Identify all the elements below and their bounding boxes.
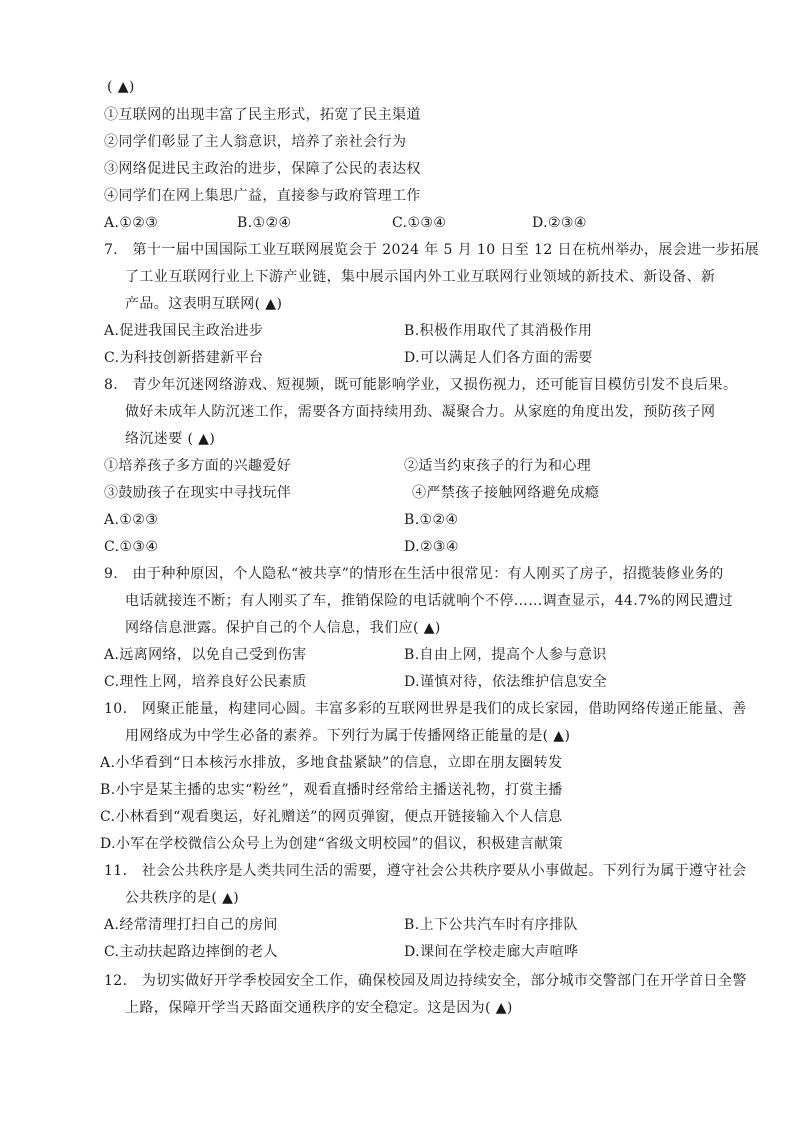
q8-option-d: D.②③④	[404, 539, 459, 555]
q6-stem-tail: ( ▲)	[107, 79, 135, 95]
q9-line-3: 网络信息泄露。保护自己的个人信息，我们应( ▲)	[125, 620, 441, 636]
q11-line-2: 公共秩序的是( ▲)	[125, 890, 240, 906]
q11-line-1: 11. 社会公共秩序是人类共同生活的需要，遵守社会公共秩序要从小事做起。下列行为属于遵守社会	[104, 863, 747, 879]
q11-option-a: A.经常清理打扫自己的房间	[104, 917, 278, 933]
q12-line-2: 上路，保障开学当天路面交通秩序的安全稳定。这是因为( ▲)	[125, 1000, 513, 1016]
q9-option-d: D.谨慎对待，依法维护信息安全	[404, 674, 608, 690]
q8-item-3: ③鼓励孩子在现实中寻找玩伴	[104, 485, 292, 501]
q8-option-b: B.①②④	[404, 512, 459, 528]
q10-option-d: D.小军在学校微信公众号上为创建“省级文明校园”的倡议，积极建言献策	[100, 836, 564, 852]
q10-option-c: C.小林看到“观看奥运，好礼赠送”的网页弹窗，便点开链接输入个人信息	[100, 809, 563, 825]
q6-item-2: ②同学们彰显了主人翁意识，培养了亲社会行为	[104, 134, 407, 150]
q11-option-c: C.主动扶起路边摔倒的老人	[104, 944, 278, 960]
q6-option-b: B.①②④	[237, 215, 292, 231]
q7-option-d: D.可以满足人们各方面的需要	[404, 350, 593, 366]
q11-option-b: B.上下公共汽车时有序排队	[404, 917, 578, 933]
q7-option-a: A.促进我国民主政治进步	[104, 323, 264, 339]
q9-option-c: C.理性上网，培养良好公民素质	[104, 674, 307, 690]
q9-option-b: B.自由上网，提高个人参与意识	[404, 647, 607, 663]
q6-option-d: D.②③④	[532, 215, 587, 231]
q7-option-b: B.积极作用取代了其消极作用	[404, 323, 593, 339]
q8-line-2: 做好未成年人防沉迷工作，需要各方面持续用劲、凝聚合力。从家庭的角度出发，预防孩子网	[125, 404, 716, 420]
q8-line-1: 8. 青少年沉迷网络游戏、短视频，既可能影响学业，又损伤视力，还可能盲目模仿引发不良后果。	[104, 377, 738, 393]
q8-option-a: A.①②③	[104, 512, 159, 528]
q7-line-2: 了工业互联网行业上下游产业链，集中展示国内外工业互联网行业领域的新技术、新设备、新	[125, 269, 716, 285]
q8-line-3: 络沉迷要 ( ▲)	[125, 431, 216, 447]
q8-option-c: C.①③④	[104, 539, 159, 555]
q10-option-b: B.小宇是某主播的忠实“粉丝”，观看直播时经常给主播送礼物，打赏主播	[100, 782, 563, 798]
q11-option-d: D.课间在学校走廊大声喧哗	[404, 944, 579, 960]
q8-item-4: ④严禁孩子接触网络避免成瘾	[412, 485, 600, 501]
q7-line-1: 7. 第十一届中国国际工业互联网展览会于 2024 年 5 月 10 日至 12 日在杭州举办，展会进一步拓展	[104, 242, 760, 258]
q8-item-2: ②适当约束孩子的行为和心理	[404, 458, 592, 474]
q9-line-1: 9. 由于种种原因，个人隐私“被共享”的情形在生活中很常见：有人刚买了房子，招揽装修业务的	[104, 566, 724, 582]
q6-item-3: ③网络促进民主政治的进步，保障了公民的表达权	[104, 161, 421, 177]
q10-option-a: A.小华看到“日本核污水排放，多地食盐紧缺”的信息，立即在朋友圈转发	[100, 755, 563, 771]
q6-option-c: C.①③④	[392, 215, 447, 231]
q8-item-1: ①培养孩子多方面的兴趣爱好	[104, 458, 292, 474]
q10-line-1: 10. 网聚正能量，构建同心圆。丰富多彩的互联网世界是我们的成长家园，借助网络传递正能量、善	[104, 701, 747, 717]
q7-option-c: C.为科技创新搭建新平台	[104, 350, 264, 366]
q9-line-2: 电话就接连不断；有人刚买了车，推销保险的电话就响个不停……调查显示，44.7%的网民遭过	[125, 593, 734, 609]
q10-line-2: 用网络成为中学生必备的素养。下列行为属于传播网络正能量的是( ▲)	[125, 728, 571, 744]
q12-line-1: 12. 为切实做好开学季校园安全工作，确保校园及周边持续安全，部分城市交警部门在开学首日全警	[104, 973, 747, 989]
q6-item-4: ④同学们在网上集思广益，直接参与政府管理工作	[104, 188, 421, 204]
q6-item-1: ①互联网的出现丰富了民主形式，拓宽了民主渠道	[104, 107, 421, 123]
q6-option-a: A.①②③	[104, 215, 159, 231]
q7-line-3: 产品。这表明互联网( ▲)	[125, 296, 283, 312]
q9-option-a: A.远离网络，以免自己受到伤害	[104, 647, 307, 663]
